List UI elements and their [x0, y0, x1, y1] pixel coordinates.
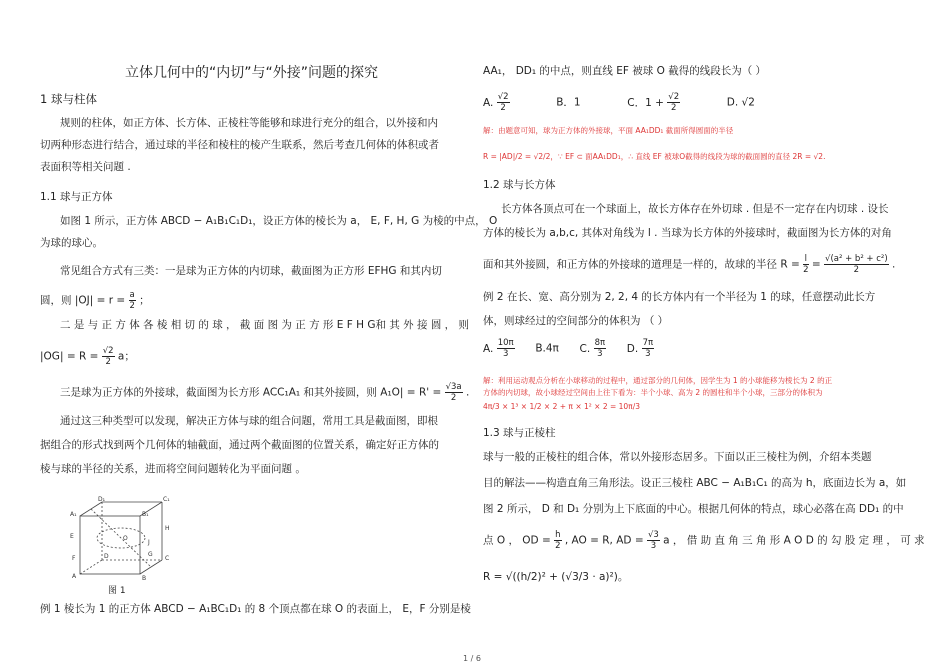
cube-hidden-edge	[80, 560, 102, 574]
fraction: $\frac{l}{2}$	[803, 254, 809, 275]
paragraph-line: AA₁， DD₁ 的中点，则直线 EF 被球 O 截得的线段长为（ ）	[483, 65, 767, 77]
paragraph-line: 目的解法——构造直角三角形法。设正三棱柱 ABC − A₁B₁C₁ 的高为 h，底面边长为 a，如	[483, 477, 907, 489]
fig-label: C₁	[163, 496, 170, 503]
option-a: A. $\frac{√2}{2}$	[483, 92, 509, 113]
paragraph-line: 表面积等相关问题 .	[40, 161, 131, 173]
fraction: $\frac{8\pi}{3}$	[594, 338, 606, 359]
fraction: $\frac{√2}{2}$	[497, 92, 509, 113]
subsection-heading-1-2: 1.2 球与长方体	[483, 179, 556, 191]
example-2: 例 2 在长、宽、高分别为 2, 2, 4 的长方体内有一个半径为 1 的球，任意摆动此长方	[483, 291, 876, 303]
example-1: 例 1 棱长为 1 的正方体 ABCD − A₁BC₁D₁ 的 8 个顶点都在球 O 的表面上， E，F 分别是棱	[40, 603, 471, 615]
paragraph-line: 方体的棱长为 a,b,c, 其体对角线为 l . 当球为长方体的外接球时，截面图为长方体的对角	[483, 227, 892, 239]
paragraph-line: 图 2 所示， D 和 D₁ 分别为上下底面的中心。根据几何体的特点，球心必落在高 DD₁ 的中	[483, 503, 904, 515]
paragraph-line: 常见组合方式有三类：一是球为正方体的内切球，截面图为正方形 EFHG 和其内切	[60, 265, 442, 277]
formula-line: R = √((h/2)² + (√3/3 · a)²)。	[483, 571, 629, 583]
fig-label: A₁	[70, 511, 77, 518]
solution-note: 方体的内切球，故小球经过空间由上往下看为：半个小球、高为 2 的圆柱和半个小球，三部分的体积为	[483, 388, 823, 397]
fig-label: H	[165, 525, 170, 532]
fraction: $\frac{√2}{2}$	[668, 92, 680, 113]
paragraph-line: 球与一般的正棱柱的组合体，常以外接形态居多。下面以正三棱柱为例，介绍本类题	[483, 451, 872, 463]
paragraph-line: 为球的球心。	[40, 237, 103, 249]
fig-label: B	[142, 575, 147, 582]
solution-note: R = |AD|/2 = √2/2，∵ EF ⊂ 面AA₁DD₁，∴ 直线 EF 被球O截得的线段为球的截面圆的直径 2R = √2.	[483, 152, 826, 161]
option-c: C．1 + $\frac{√2}{2}$	[627, 92, 680, 113]
fig-label: O	[123, 535, 128, 542]
fig-label: B₁	[142, 511, 149, 518]
formula-line: 圆，则 |OJ| = r = $\frac{a}{2}$ ；	[40, 290, 150, 311]
fraction: $\frac{√2}{2}$	[102, 346, 114, 367]
fraction: $\frac{√3}{3}$	[647, 530, 659, 551]
fraction: $\frac{a}{2}$	[129, 290, 135, 311]
formula-line: 面和其外接圆，和正方体的外接球的道理是一样的，故球的半径 R = $\frac{l}{2}$ = $\frac{\text{√(a² + b² + c²)}}{2}$ .	[483, 254, 896, 275]
paragraph-line: 二 是 与 正 方 体 各 棱 相 切 的 球 ， 截 面 图 为 正 方 形 E F H G和 其 外 接 圆 ， 则	[60, 319, 469, 331]
fig-label: D₁	[98, 496, 106, 503]
fig-label: J	[148, 539, 150, 546]
fig-label: D	[104, 553, 109, 560]
fraction: $\frac{√3a}{2}$	[445, 382, 462, 403]
paragraph-line: 通过这三种类型可以发现，解决正方体与球的组合问题，常用工具是截面图，即根	[60, 415, 438, 427]
page-number: 1 / 6	[463, 654, 481, 663]
paragraph-line: 棱与球的半径的关系，进而将空间问题转化为平面问题 。	[40, 463, 306, 475]
formula-line: 点 O ， OD = $\frac{h}{2}$ , AO = R, AD = $\frac{√3}{3}$ a ， 借 助 直 角 三 角 形 A O D 的 勾 股 定 理 ， 可 求	[483, 530, 925, 551]
fraction: $\frac{\text{√(a² + b² + c²)}}{2}$	[825, 254, 888, 275]
option-a: A. $\frac{10\pi}{3}$	[483, 338, 514, 359]
page-title: 立体几何中的“内切”与“外接”问题的探究	[125, 65, 379, 81]
fig-label: F	[72, 555, 76, 562]
paragraph-line: 如图 1 所示，正方体 ABCD − A₁B₁C₁D₁，设正方体的棱长为 a， E, F, H, G 为棱的中点， O	[60, 215, 498, 227]
paragraph-line: 规则的柱体，如正方体、长方体、正棱柱等能够和球进行充分的组合，以外接和内	[60, 117, 438, 129]
option-c: C. $\frac{8\pi}{3}$	[579, 338, 606, 359]
option-d: D. √2	[726, 96, 755, 109]
section-heading-1: 1 球与柱体	[40, 92, 97, 106]
paragraph-line: 长方体各顶点可在一个球面上，故长方体存在外切球 . 但是不一定存在内切球 . 设长	[501, 203, 889, 215]
subsection-heading-1-3: 1.3 球与正棱柱	[483, 427, 556, 439]
solution-note: 解：利用运动观点分析在小球移动的过程中，通过部分的几何体，因学生为 1 的小球能移为棱长为 2 的正	[483, 376, 833, 385]
cube-edge	[140, 560, 162, 574]
fraction: $\frac{10\pi}{3}$	[497, 338, 514, 359]
formula-line: 三是球为正方体的外接球，截面图为长方形 ACC₁A₁ 和其外接圆，则 A₁O| = R' = $\frac{√3a}{2}$ .	[60, 382, 470, 403]
cube-front-face	[80, 516, 140, 574]
formula-line: |OG| = R = $\frac{√2}{2}$ a；	[40, 346, 135, 367]
fraction: $\frac{7\pi}{3}$	[642, 338, 654, 359]
cube-diagram	[68, 494, 194, 582]
fig-label: A	[72, 573, 77, 580]
option-row	[483, 92, 755, 113]
cube-figure	[68, 494, 194, 582]
figure-caption: 图 1	[108, 586, 126, 596]
fig-label: E	[70, 533, 74, 540]
option-b: B.4π	[535, 342, 559, 355]
subsection-heading-1-1: 1.1 球与正方体	[40, 191, 113, 203]
fig-label: G	[148, 551, 153, 558]
option-b: B．1	[556, 96, 581, 109]
solution-formula: 4π/3 × 1³ × 1/2 × 2 + π × 1² × 2 = 10π/3	[483, 402, 640, 411]
option-d: D. $\frac{7\pi}{3}$	[626, 338, 654, 359]
fraction: $\frac{h}{2}$	[555, 530, 561, 551]
fig-label: C	[165, 555, 170, 562]
option-row	[483, 338, 654, 359]
paragraph-line: 体，则球经过的空间部分的体积为 （ ）	[483, 315, 669, 327]
paragraph-line: 据组合的形式找到两个几何体的轴截面，通过两个截面图的位置关系，确定好正方体的	[40, 439, 439, 451]
paragraph-line: 切两种形态进行结合，通过球的半径和棱柱的棱产生联系，然后考查几何体的体积或者	[40, 139, 439, 151]
solution-note: 解：由题意可知，球为正方体的外接球，平面 AA₁DD₁ 截面所得圆面的半径	[483, 126, 734, 135]
